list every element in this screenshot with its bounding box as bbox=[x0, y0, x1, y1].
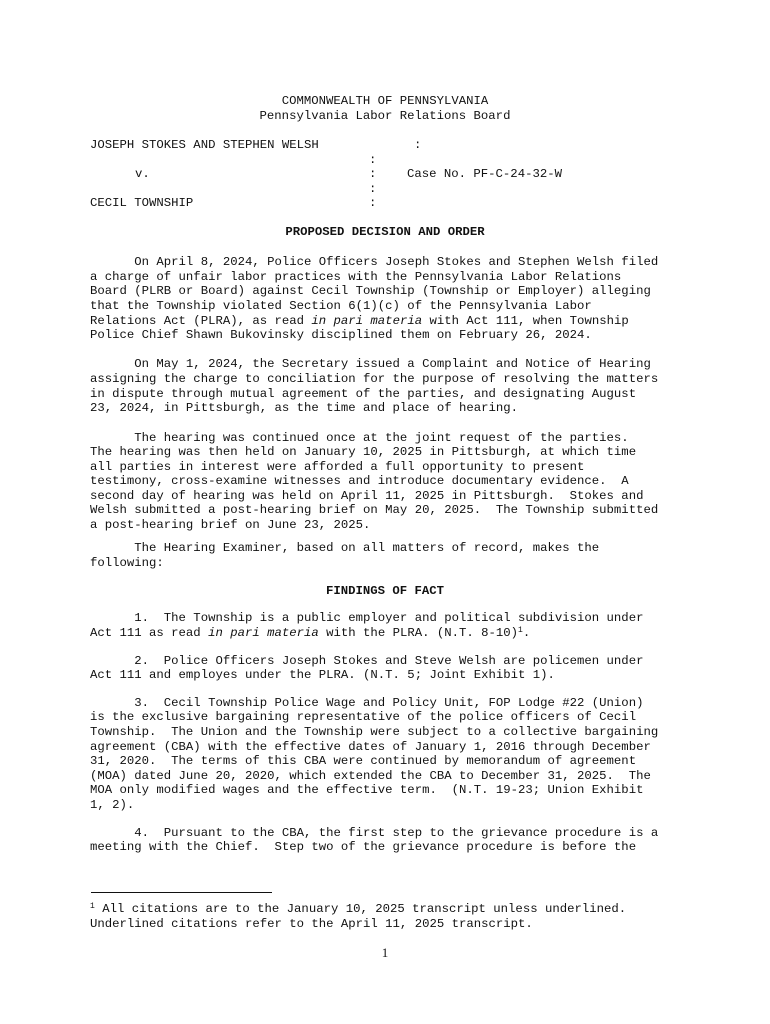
footnote-divider bbox=[91, 892, 272, 893]
finding-2-line: Act 111 and employes under the PLRA. (N.T. 5; Joint Exhibit 1). bbox=[90, 668, 555, 682]
finding-1-line bbox=[90, 626, 530, 641]
caption-colon: : bbox=[369, 196, 377, 210]
caption-versus: v. bbox=[135, 167, 150, 181]
paragraph-line: Police Chief Shawn Bukovinsky disciplined them on February 26, 2024. bbox=[90, 328, 592, 342]
paragraph-line: all parties in interest were afforded a full opportunity to present bbox=[90, 460, 585, 474]
paragraph-line: On April 8, 2024, Police Officers Joseph Stokes and Stephen Welsh filed bbox=[90, 255, 659, 269]
finding-3-line: 31, 2020. The terms of this CBA were continued by memorandum of agreement bbox=[90, 754, 637, 768]
document-title: PROPOSED DECISION AND ORDER bbox=[285, 225, 485, 239]
text-run: Act 111 as read bbox=[90, 626, 209, 640]
finding-3-line: is the exclusive bargaining representative of the police officers of Cecil bbox=[90, 710, 637, 724]
paragraph-line: 23, 2024, in Pittsburgh, as the time and place of hearing. bbox=[90, 401, 519, 415]
finding-4-line: meeting with the Chief. Step two of the grievance procedure is before the bbox=[90, 840, 637, 854]
finding-3-line: 1, 2). bbox=[90, 798, 135, 812]
text-run: Relations Act (PLRA), as read bbox=[90, 314, 312, 328]
paragraph-line: that the Township violated Section 6(1)(c) of the Pennsylvania Labor bbox=[90, 299, 592, 313]
paragraph-line bbox=[90, 314, 629, 329]
paragraph-line: The hearing was then held on January 10, 2025 in Pittsburgh, at which time bbox=[90, 445, 637, 459]
footnote-line: Underlined citations refer to the April 11, 2025 transcript. bbox=[90, 917, 533, 931]
case-number: Case No. PF-C-24-32-W bbox=[407, 167, 562, 181]
paragraph-line: following: bbox=[90, 556, 164, 570]
paragraph-line: assigning the charge to conciliation for the purpose of resolving the matters bbox=[90, 372, 659, 386]
finding-3-line: (MOA) dated June 20, 2020, which extended the CBA to December 31, 2025. The bbox=[90, 769, 651, 783]
paragraph-line: testimony, cross-examine witnesses and introduce documentary evidence. A bbox=[90, 474, 629, 488]
finding-4-line: 4. Pursuant to the CBA, the first step to the grievance procedure is a bbox=[90, 826, 659, 840]
findings-heading: FINDINGS OF FACT bbox=[325, 584, 445, 598]
italic-text: in pari materia bbox=[208, 626, 319, 640]
paragraph-line: second day of hearing was held on April 11, 2025 in Pittsburgh. Stokes and bbox=[90, 489, 644, 503]
text-run: . bbox=[522, 626, 531, 640]
caption-party1: JOSEPH STOKES AND STEPHEN WELSH bbox=[90, 138, 319, 152]
paragraph-line: The hearing was continued once at the joint request of the parties. bbox=[90, 431, 629, 445]
header-commonwealth: COMMONWEALTH OF PENNSYLVANIA bbox=[281, 94, 489, 108]
paragraph-line: a charge of unfair labor practices with the Pennsylvania Labor Relations bbox=[90, 270, 622, 284]
caption-party2: CECIL TOWNSHIP bbox=[90, 196, 194, 210]
italic-text: in pari materia bbox=[311, 314, 423, 328]
caption-colon: : bbox=[369, 167, 377, 181]
paragraph-line: On May 1, 2024, the Secretary issued a Complaint and Notice of Hearing bbox=[90, 357, 651, 371]
finding-3-line: 3. Cecil Township Police Wage and Policy Unit, FOP Lodge #22 (Union) bbox=[90, 696, 644, 710]
finding-1-line: 1. The Township is a public employer and political subdivision under bbox=[90, 611, 644, 625]
text-run: with the PLRA. (N.T. 8-10) bbox=[318, 626, 519, 640]
caption-colon: : bbox=[369, 153, 377, 167]
footnote-line bbox=[90, 902, 626, 917]
footnote-marker[interactable]: 1 bbox=[518, 626, 523, 635]
finding-2-line: 2. Police Officers Joseph Stokes and Steve Welsh are policemen under bbox=[90, 654, 644, 668]
text-run: with Act 111, when Township bbox=[422, 314, 629, 328]
paragraph-line: Board (PLRB or Board) against Cecil Township (Township or Employer) alleging bbox=[90, 284, 651, 298]
paragraph-line: The Hearing Examiner, based on all matters of record, makes the bbox=[90, 541, 600, 555]
header-board: Pennsylvania Labor Relations Board bbox=[259, 109, 511, 123]
footnote-text: All citations are to the January 10, 2025 transcript unless underlined. bbox=[94, 902, 627, 916]
page-number: 1 bbox=[381, 945, 389, 960]
paragraph-line: Welsh submitted a post-hearing brief on May 20, 2025. The Township submitted bbox=[90, 503, 659, 517]
caption-colon: : bbox=[414, 138, 422, 152]
caption-colon: : bbox=[369, 182, 377, 196]
paragraph-line: a post-hearing brief on June 23, 2025. bbox=[90, 518, 371, 532]
finding-3-line: Township. The Union and the Township were subject to a collective bargaining bbox=[90, 725, 659, 739]
finding-3-line: MOA only modified wages and the effective term. (N.T. 19-23; Union Exhibit bbox=[90, 783, 644, 797]
finding-3-line: agreement (CBA) with the effective dates of January 1, 2016 through December bbox=[90, 740, 651, 754]
paragraph-line: in dispute through mutual agreement of the parties, and designating August bbox=[90, 387, 637, 401]
footnote-number: 1 bbox=[90, 902, 95, 911]
